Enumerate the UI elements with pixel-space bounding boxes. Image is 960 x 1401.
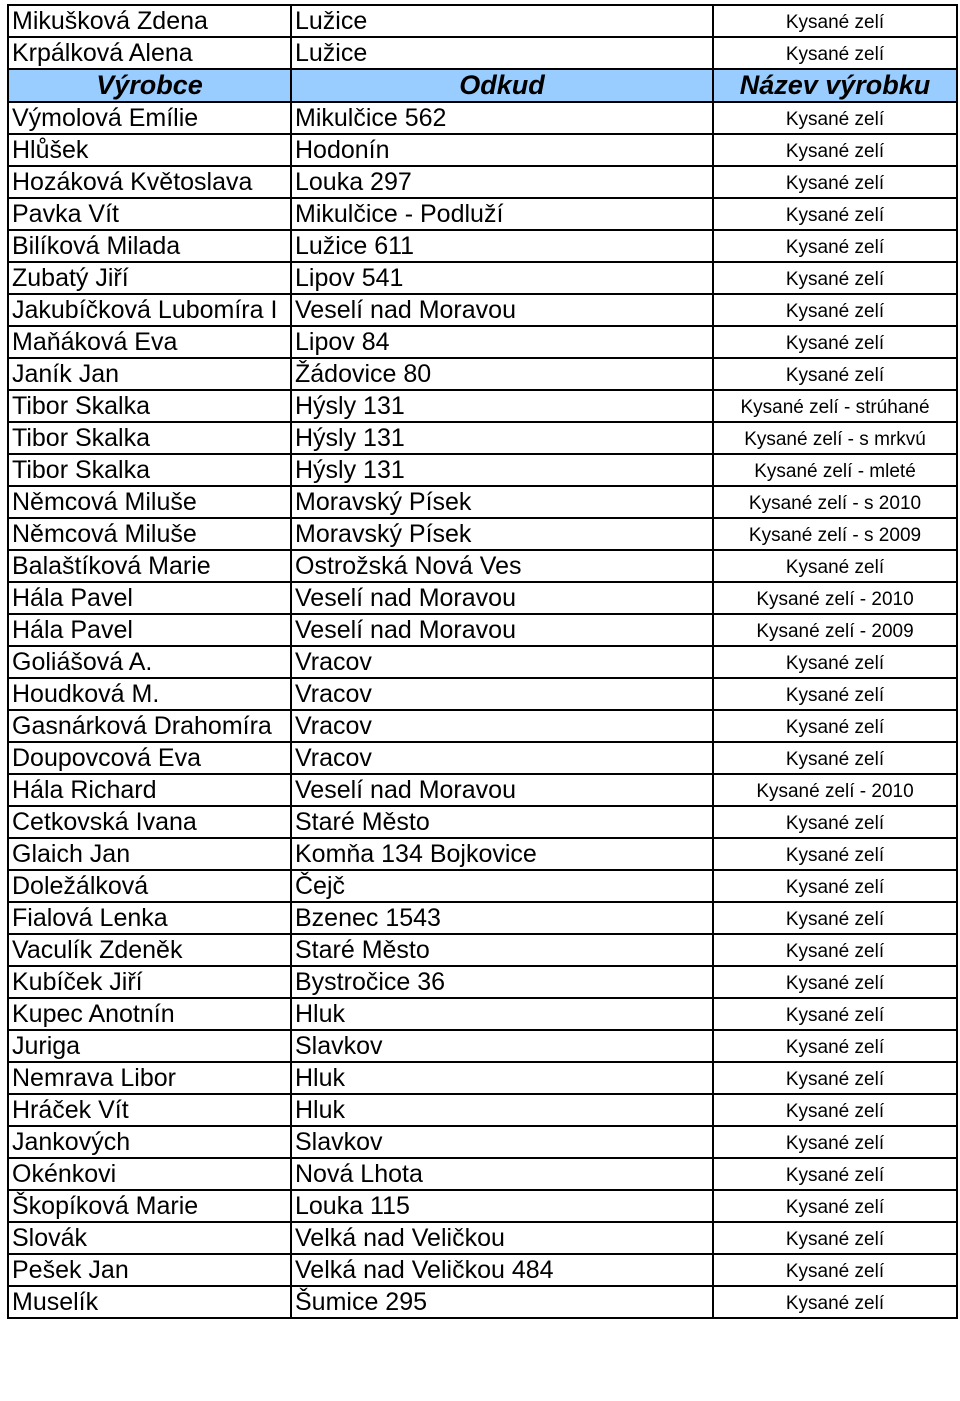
product-name-cell: Kysané zelí: [713, 710, 957, 742]
table-row: [8, 390, 957, 422]
product-name-cell: Kysané zelí: [713, 550, 957, 582]
product-name-cell: Kysané zelí: [713, 1062, 957, 1094]
origin-cell: Hluk: [291, 998, 713, 1030]
product-name-cell: Kysané zelí: [713, 902, 957, 934]
table-row: [8, 1254, 957, 1286]
table-row: [8, 102, 957, 134]
product-table: [7, 4, 958, 1319]
origin-cell: Veselí nad Moravou: [291, 582, 713, 614]
origin-cell: Nová Lhota: [291, 1158, 713, 1190]
producer-cell: Okénkovi: [8, 1158, 291, 1190]
table-row: [8, 198, 957, 230]
origin-cell: Hýsly 131: [291, 390, 713, 422]
product-name-cell: Kysané zelí: [713, 646, 957, 678]
producer-cell: Hráček Vít: [8, 1094, 291, 1126]
product-name-cell: Kysané zelí - 2010: [713, 582, 957, 614]
product-name-cell: Kysané zelí: [713, 134, 957, 166]
table-row: [8, 326, 957, 358]
producer-cell: Nemrava Libor: [8, 1062, 291, 1094]
origin-cell: Slavkov: [291, 1126, 713, 1158]
origin-cell: Žádovice 80: [291, 358, 713, 390]
producer-cell: Maňáková Eva: [8, 326, 291, 358]
product-name-cell: Kysané zelí: [713, 262, 957, 294]
origin-cell: Hýsly 131: [291, 454, 713, 486]
producer-cell: Zubatý Jiří: [8, 262, 291, 294]
producer-cell: Hála Richard: [8, 774, 291, 806]
table-row: [8, 806, 957, 838]
origin-cell: Staré Město: [291, 806, 713, 838]
table-row: [8, 1286, 957, 1318]
origin-cell: Hluk: [291, 1062, 713, 1094]
producer-cell: Hála Pavel: [8, 582, 291, 614]
product-name-cell: Kysané zelí: [713, 966, 957, 998]
product-name-cell: Kysané zelí: [713, 838, 957, 870]
product-name-cell: Kysané zelí: [713, 102, 957, 134]
table-row: [8, 486, 957, 518]
producer-cell: Cetkovská Ivana: [8, 806, 291, 838]
table-row: [8, 518, 957, 550]
origin-cell: Veselí nad Moravou: [291, 294, 713, 326]
producer-cell: Doupovcová Eva: [8, 742, 291, 774]
producer-cell: Gasnárková Drahomíra: [8, 710, 291, 742]
table-row: [8, 5, 957, 37]
origin-cell: Lužice: [291, 5, 713, 37]
producer-cell: Hlůšek: [8, 134, 291, 166]
producer-cell: Houdková M.: [8, 678, 291, 710]
origin-cell: Vracov: [291, 710, 713, 742]
producer-cell: Bilíková Milada: [8, 230, 291, 262]
table-row: [8, 134, 957, 166]
producer-cell: Hozáková Květoslava: [8, 166, 291, 198]
origin-cell: Vracov: [291, 646, 713, 678]
table-row: [8, 774, 957, 806]
producer-cell: Slovák: [8, 1222, 291, 1254]
producer-cell: Kupec Anotnín: [8, 998, 291, 1030]
product-name-cell: Kysané zelí: [713, 1094, 957, 1126]
producer-cell: Kubíček Jiří: [8, 966, 291, 998]
table-row: [8, 454, 957, 486]
origin-cell: Veselí nad Moravou: [291, 774, 713, 806]
producer-cell: Němcová Miluše: [8, 518, 291, 550]
table-row: [8, 166, 957, 198]
origin-cell: Hýsly 131: [291, 422, 713, 454]
origin-cell: Velká nad Veličkou 484: [291, 1254, 713, 1286]
header-origin-cell: Odkud: [291, 69, 713, 102]
origin-cell: Ostrožská Nová Ves: [291, 550, 713, 582]
producer-cell: Doležálková: [8, 870, 291, 902]
product-name-cell: Kysané zelí: [713, 678, 957, 710]
producer-cell: Krpálková Alena: [8, 37, 291, 69]
producer-cell: Glaich Jan: [8, 838, 291, 870]
product-name-cell: Kysané zelí: [713, 230, 957, 262]
producer-cell: Hála Pavel: [8, 614, 291, 646]
table-row: [8, 1158, 957, 1190]
product-name-cell: Kysané zelí - s mrkvú: [713, 422, 957, 454]
origin-cell: Bystročice 36: [291, 966, 713, 998]
table-row: [8, 37, 957, 69]
table-row: [8, 838, 957, 870]
producer-cell: Janík Jan: [8, 358, 291, 390]
producer-cell: Němcová Miluše: [8, 486, 291, 518]
origin-cell: Hluk: [291, 1094, 713, 1126]
table-row: [8, 902, 957, 934]
producer-cell: Jakubíčková Lubomíra I: [8, 294, 291, 326]
table-row: [8, 1190, 957, 1222]
table-row: [8, 1094, 957, 1126]
product-name-cell: Kysané zelí: [713, 1222, 957, 1254]
origin-cell: Moravský Písek: [291, 486, 713, 518]
product-name-cell: Kysané zelí: [713, 37, 957, 69]
table-row: [8, 742, 957, 774]
header-producer-cell: Výrobce: [8, 69, 291, 102]
origin-cell: Lužice 611: [291, 230, 713, 262]
product-name-cell: Kysané zelí - mleté: [713, 454, 957, 486]
origin-cell: Staré Město: [291, 934, 713, 966]
product-name-cell: Kysané zelí - strúhané: [713, 390, 957, 422]
origin-cell: Louka 297: [291, 166, 713, 198]
header-product-name-cell: Název výrobku: [713, 69, 957, 102]
table-row: [8, 870, 957, 902]
product-name-cell: Kysané zelí: [713, 806, 957, 838]
origin-cell: Vracov: [291, 742, 713, 774]
table-row: [8, 422, 957, 454]
product-name-cell: Kysané zelí: [713, 998, 957, 1030]
origin-cell: Veselí nad Moravou: [291, 614, 713, 646]
table-row: [8, 1030, 957, 1062]
table-row: [8, 230, 957, 262]
origin-cell: Vracov: [291, 678, 713, 710]
table-row: [8, 646, 957, 678]
product-name-cell: Kysané zelí: [713, 294, 957, 326]
origin-cell: Slavkov: [291, 1030, 713, 1062]
product-name-cell: Kysané zelí: [713, 326, 957, 358]
table-row: [8, 550, 957, 582]
product-name-cell: Kysané zelí: [713, 934, 957, 966]
producer-cell: Muselík: [8, 1286, 291, 1318]
product-name-cell: Kysané zelí: [713, 5, 957, 37]
producer-cell: Vaculík Zdeněk: [8, 934, 291, 966]
origin-cell: Lipov 84: [291, 326, 713, 358]
origin-cell: Komňa 134 Bojkovice: [291, 838, 713, 870]
table-row: [8, 998, 957, 1030]
origin-cell: Lužice: [291, 37, 713, 69]
producer-cell: Pavka Vít: [8, 198, 291, 230]
origin-cell: Hodonín: [291, 134, 713, 166]
table-row: [8, 358, 957, 390]
product-name-cell: Kysané zelí - s 2009: [713, 518, 957, 550]
product-name-cell: Kysané zelí: [713, 1286, 957, 1318]
table-body: [8, 5, 957, 1318]
table-row: [8, 294, 957, 326]
table-row: [8, 678, 957, 710]
producer-cell: Jankových: [8, 1126, 291, 1158]
producer-cell: Mikušková Zdena: [8, 5, 291, 37]
product-name-cell: Kysané zelí: [713, 358, 957, 390]
product-name-cell: Kysané zelí - 2010: [713, 774, 957, 806]
product-name-cell: Kysané zelí: [713, 1126, 957, 1158]
table-row: [8, 934, 957, 966]
producer-cell: Výmolová Emílie: [8, 102, 291, 134]
origin-cell: Velká nad Veličkou: [291, 1222, 713, 1254]
product-name-cell: Kysané zelí: [713, 1254, 957, 1286]
product-name-cell: Kysané zelí: [713, 1158, 957, 1190]
product-name-cell: Kysané zelí: [713, 870, 957, 902]
table-header-row: [8, 69, 957, 102]
origin-cell: Šumice 295: [291, 1286, 713, 1318]
origin-cell: Louka 115: [291, 1190, 713, 1222]
table-row: [8, 710, 957, 742]
producer-cell: Tibor Skalka: [8, 390, 291, 422]
table-row: [8, 1062, 957, 1094]
product-name-cell: Kysané zelí: [713, 1190, 957, 1222]
table-row: [8, 582, 957, 614]
product-name-cell: Kysané zelí: [713, 198, 957, 230]
origin-cell: Moravský Písek: [291, 518, 713, 550]
product-name-cell: Kysané zelí - 2009: [713, 614, 957, 646]
producer-cell: Goliášová A.: [8, 646, 291, 678]
producer-cell: Tibor Skalka: [8, 422, 291, 454]
producer-cell: Tibor Skalka: [8, 454, 291, 486]
table-row: [8, 262, 957, 294]
product-name-cell: Kysané zelí: [713, 742, 957, 774]
product-name-cell: Kysané zelí: [713, 166, 957, 198]
origin-cell: Lipov 541: [291, 262, 713, 294]
table-row: [8, 1126, 957, 1158]
table-row: [8, 1222, 957, 1254]
origin-cell: Čejč: [291, 870, 713, 902]
producer-cell: Fialová Lenka: [8, 902, 291, 934]
product-name-cell: Kysané zelí - s 2010: [713, 486, 957, 518]
product-name-cell: Kysané zelí: [713, 1030, 957, 1062]
producer-cell: Balaštíková Marie: [8, 550, 291, 582]
table-row: [8, 614, 957, 646]
producer-cell: Škopíková Marie: [8, 1190, 291, 1222]
producer-cell: Pešek Jan: [8, 1254, 291, 1286]
origin-cell: Mikulčice 562: [291, 102, 713, 134]
origin-cell: Mikulčice - Podluží: [291, 198, 713, 230]
producer-cell: Juriga: [8, 1030, 291, 1062]
table-row: [8, 966, 957, 998]
origin-cell: Bzenec 1543: [291, 902, 713, 934]
